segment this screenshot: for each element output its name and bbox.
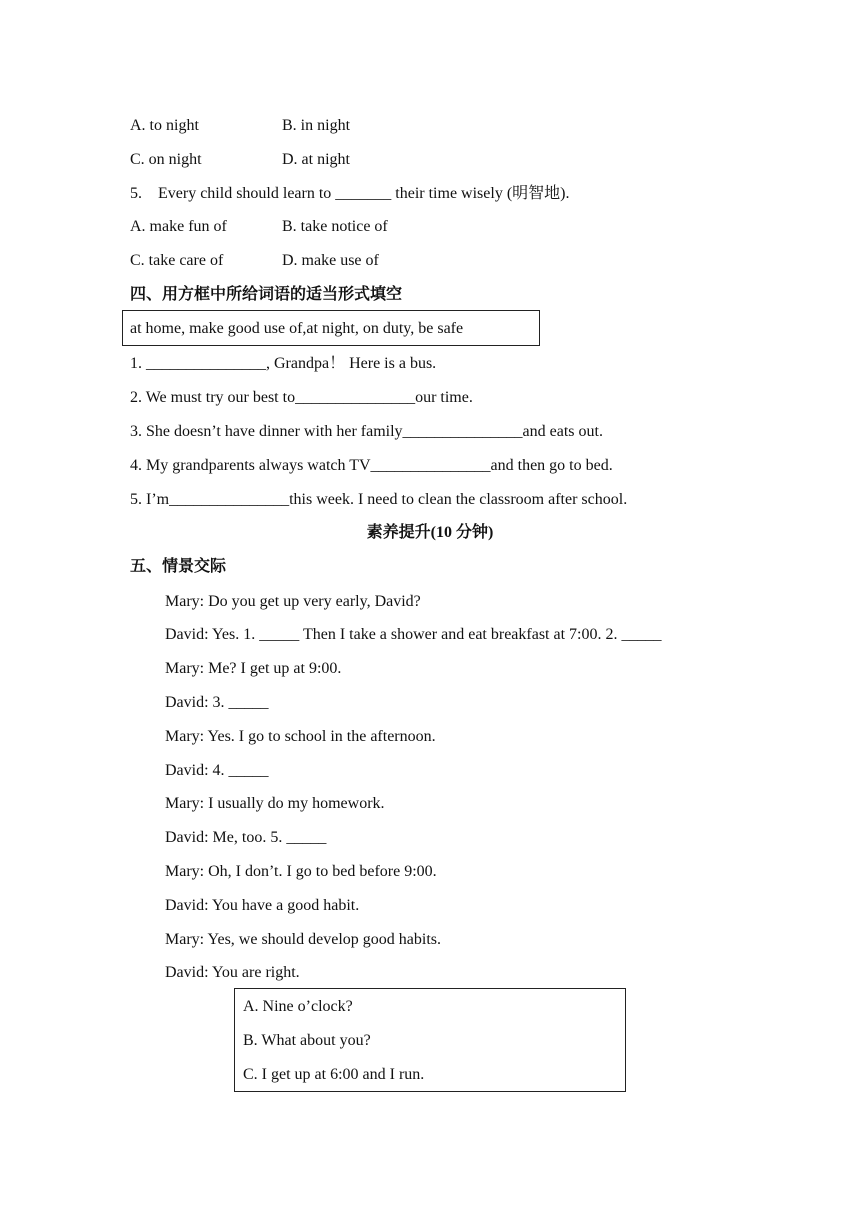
- option-c: C. I get up at 6:00 and I run.: [243, 1066, 425, 1083]
- q5-option-c: C. take care of: [130, 252, 224, 269]
- section5-heading: 五、情景交际: [130, 558, 227, 575]
- q5-option-a: A. make fun of: [130, 218, 227, 235]
- q4-option-b: B. in night: [282, 117, 351, 134]
- q5-option-d: D. make use of: [282, 252, 379, 269]
- section4-item-5: 5. I’m_______________this week. I need to clean the classroom after school.: [130, 491, 628, 508]
- dialogue-line-8: David: Me, too. 5. _____: [165, 829, 327, 846]
- dialogue-line-1: Mary: Do you get up very early, David?: [165, 593, 421, 610]
- q4-option-a: A. to night: [130, 117, 199, 134]
- option-a: A. Nine o’clock?: [243, 998, 353, 1015]
- section4-item-2: 2. We must try our best to_______________our time.: [130, 389, 473, 406]
- q4-option-c: C. on night: [130, 151, 202, 168]
- section4-item-3: 3. She doesn’t have dinner with her family_______________and eats out.: [130, 423, 603, 440]
- dialogue-line-6: David: 4. _____: [165, 762, 269, 779]
- word-box-text: at home, make good use of,at night, on duty, be safe: [130, 320, 464, 337]
- dialogue-line-5: Mary: Yes. I go to school in the afternoon.: [165, 728, 436, 745]
- dialogue-line-7: Mary: I usually do my homework.: [165, 795, 385, 812]
- dialogue-line-12: David: You are right.: [165, 964, 300, 981]
- section4-heading: 四、用方框中所给词语的适当形式填空: [130, 286, 403, 303]
- q5-option-b: B. take notice of: [282, 218, 388, 235]
- section4-item-1: 1. _______________, Grandpa！ Here is a bus.: [130, 355, 437, 372]
- q4-option-d: D. at night: [282, 151, 350, 168]
- option-b: B. What about you?: [243, 1032, 371, 1049]
- dialogue-line-2: David: Yes. 1. _____ Then I take a shower and eat breakfast at 7:00. 2. _____: [165, 626, 662, 643]
- dialogue-line-9: Mary: Oh, I don’t. I go to bed before 9:00.: [165, 863, 437, 880]
- section4-item-4: 4. My grandparents always watch TV_______________and then go to bed.: [130, 457, 613, 474]
- section-subtitle: 素养提升(10 分钟): [366, 524, 494, 541]
- dialogue-line-3: Mary: Me? I get up at 9:00.: [165, 660, 342, 677]
- dialogue-line-10: David: You have a good habit.: [165, 897, 360, 914]
- dialogue-line-4: David: 3. _____: [165, 694, 269, 711]
- q5-stem: 5. Every child should learn to _______ their time wisely (明智地).: [130, 185, 570, 202]
- dialogue-line-11: Mary: Yes, we should develop good habits.: [165, 931, 441, 948]
